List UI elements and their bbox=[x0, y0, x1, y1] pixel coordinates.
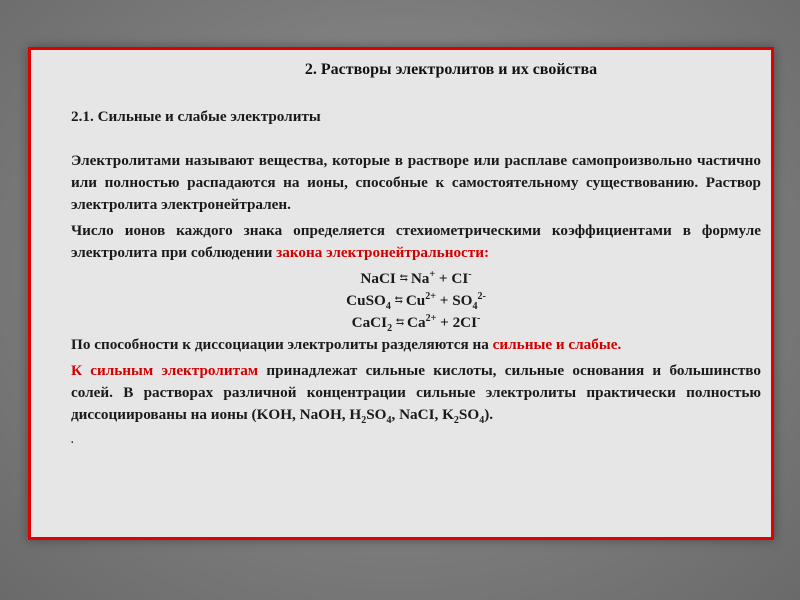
formula-index: 4 bbox=[472, 301, 478, 313]
formula-index: 4 bbox=[386, 415, 392, 427]
formula-charge: + bbox=[429, 268, 436, 280]
formula-index: 2 bbox=[387, 323, 393, 335]
formula-index: 2 bbox=[361, 415, 367, 427]
strong-electrolytes-text: SO bbox=[366, 406, 387, 423]
formula-index: 2 bbox=[453, 415, 459, 427]
paragraph-ion-count bbox=[71, 220, 761, 264]
slide-title: 2. Растворы электролитов и их свойства bbox=[304, 61, 598, 78]
dissociation-text: По способности к диссоциации электролиты разделяются на bbox=[71, 336, 493, 353]
formula-charge: 2- bbox=[477, 290, 486, 302]
paragraph-definition: Электролитами называют вещества, которые в растворе или расплаве самопроизвольно частично или полностью распадаются на ионы, способные к самостоятельному существованию. Раствор электролита электронейтрален. bbox=[71, 152, 761, 213]
formula-cuso4 bbox=[71, 290, 761, 312]
formula-plus: + bbox=[436, 314, 453, 331]
formula-nacl bbox=[71, 268, 761, 290]
electroneutrality-law-link: закона электронейтральности: bbox=[276, 244, 490, 261]
trailing-dot: . bbox=[71, 435, 74, 446]
paragraph-strong-electrolytes bbox=[71, 360, 761, 426]
formula-product: Na bbox=[410, 270, 430, 287]
formula-product: SO bbox=[452, 292, 473, 309]
slide-frame bbox=[28, 47, 774, 540]
strong-electrolytes-link: К сильным электролитам bbox=[71, 362, 259, 379]
strong-electrolytes-text: , NaCI, K bbox=[391, 406, 454, 423]
formula-charge: - bbox=[468, 268, 472, 280]
formula-reactant: NaCI bbox=[360, 270, 396, 287]
formula-charge: 2+ bbox=[425, 290, 436, 302]
formula-product: Cu bbox=[405, 292, 426, 309]
strong-electrolytes-text: SO bbox=[458, 406, 480, 423]
ion-count-text: Число ионов каждого знака определяется стехиометрическими коэффициентами в формуле электролита при соблюдении bbox=[71, 222, 761, 261]
formula-index: 4 bbox=[385, 301, 391, 313]
formula-reactant: CaCI bbox=[351, 314, 388, 331]
equilibrium-arrow-icon: ⇆ bbox=[394, 295, 403, 306]
formula-cacl2 bbox=[71, 312, 761, 334]
strong-electrolytes-text: ). bbox=[484, 406, 494, 423]
formula-plus: + bbox=[435, 292, 453, 309]
formula-charge: 2+ bbox=[425, 312, 437, 324]
formula-plus: + bbox=[435, 270, 452, 287]
strong-electrolytes-text: принадлежат сильные кислоты, сильные основания и большинство солей. В растворах различной концентрации сильные электролиты практически полностью диссоциированы на ионы (KOH, NaOH, H bbox=[71, 362, 761, 423]
slide-content bbox=[71, 58, 761, 452]
formula-product: Ca bbox=[407, 314, 426, 331]
formula-charge: - bbox=[477, 312, 481, 324]
formula-product: 2CI bbox=[452, 314, 478, 331]
formula-index: 4 bbox=[479, 415, 485, 427]
formula-product: CI bbox=[451, 270, 469, 287]
equilibrium-arrow-icon: ⇆ bbox=[395, 317, 404, 328]
equilibrium-arrow-icon: ⇆ bbox=[399, 273, 408, 284]
paragraph-dissociation bbox=[71, 334, 761, 356]
formula-reactant: CuSO bbox=[346, 292, 386, 309]
strong-weak-link: сильные и слабые. bbox=[492, 336, 622, 353]
section-subtitle: 2.1. Сильные и слабые электролиты bbox=[71, 108, 321, 125]
